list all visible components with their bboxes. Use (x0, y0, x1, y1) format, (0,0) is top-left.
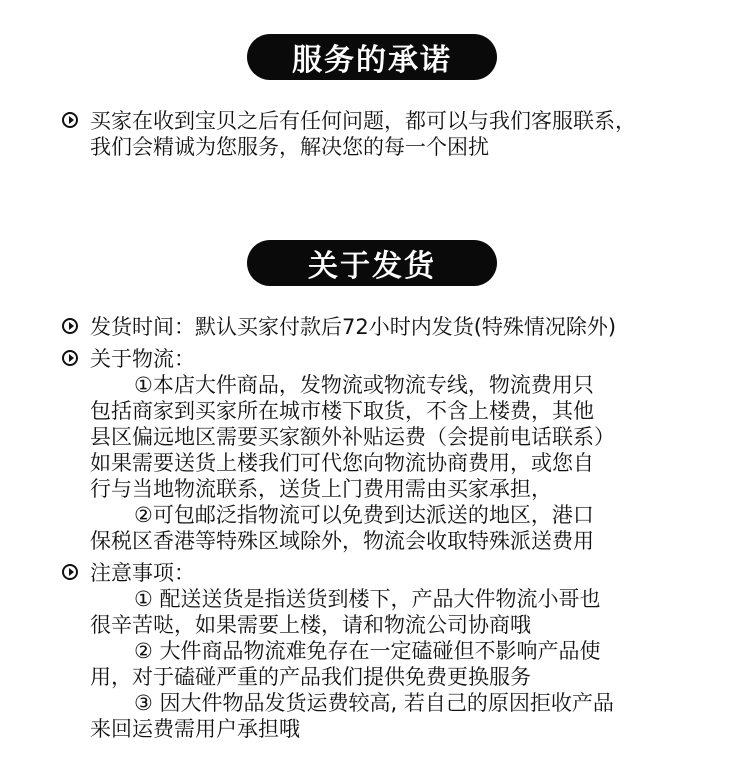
text-line: ② 大件商品物流难免存在一定磕碰但不影响产品使 (134, 639, 601, 663)
text-line: ① 配送送货是指送货到楼下，产品大件物流小哥也 (134, 587, 601, 611)
text-line: ③ 因大件物品发货运费较高, 若自己的原因拒收产品 (134, 691, 614, 715)
text-line: 包括商家到买家所在城市楼下取货，不含上楼费，其他 (90, 399, 594, 423)
notes-heading: 注意事项： (90, 561, 195, 585)
notes-item (62, 560, 738, 586)
text-line: ①本店大件商品，发物流或物流专线，物流费用只 (134, 373, 594, 397)
service-promise-item (62, 108, 738, 160)
text-line: 行与当地物流联系，送货上门费用需由买家承担， (90, 477, 552, 501)
text-line: 买家在收到宝贝之后有任何问题，都可以与我们客服联系， (90, 109, 636, 133)
circle-arrow-icon (62, 350, 78, 366)
logistics-item (62, 346, 738, 372)
text-line: 很辛苦哒，如果需要上楼，请和物流公司协商哦 (90, 613, 531, 637)
notes-body (62, 586, 710, 742)
text-line: ②可包邮泛指物流可以免费到达派送的地区，港口 (134, 503, 594, 527)
shipping-time-item (62, 314, 738, 340)
circle-arrow-icon (62, 564, 78, 580)
text-line: 保税区香港等特殊区域除外，物流会收取特殊派送费用 (90, 529, 594, 553)
text-line: 我们会精诚为您服务，解决您的每一个困扰 (90, 135, 489, 159)
service-promise-block (62, 108, 738, 160)
text-line: 县区偏远地区需要买家额外补贴运费（会提前电话联系） (90, 425, 615, 449)
circle-arrow-icon (62, 318, 78, 334)
text-line: 来回运费需用户承担哦 (90, 717, 300, 741)
circle-arrow-icon (62, 112, 78, 128)
text-line: 用，对于磕碰严重的产品我们提供免费更换服务 (90, 665, 531, 689)
section-title-service-promise: 服务的承诺 (247, 34, 497, 80)
shipping-block (62, 314, 738, 742)
section-title-shipping: 关于发货 (247, 240, 497, 286)
text-line: 发货时间：默认买家付款后72小时内发货(特殊情况除外) (90, 315, 617, 339)
text-line: 如果需要送货上楼我们可代您向物流协商费用，或您自 (90, 451, 594, 475)
logistics-body (62, 372, 710, 554)
logistics-heading: 关于物流： (90, 347, 195, 371)
